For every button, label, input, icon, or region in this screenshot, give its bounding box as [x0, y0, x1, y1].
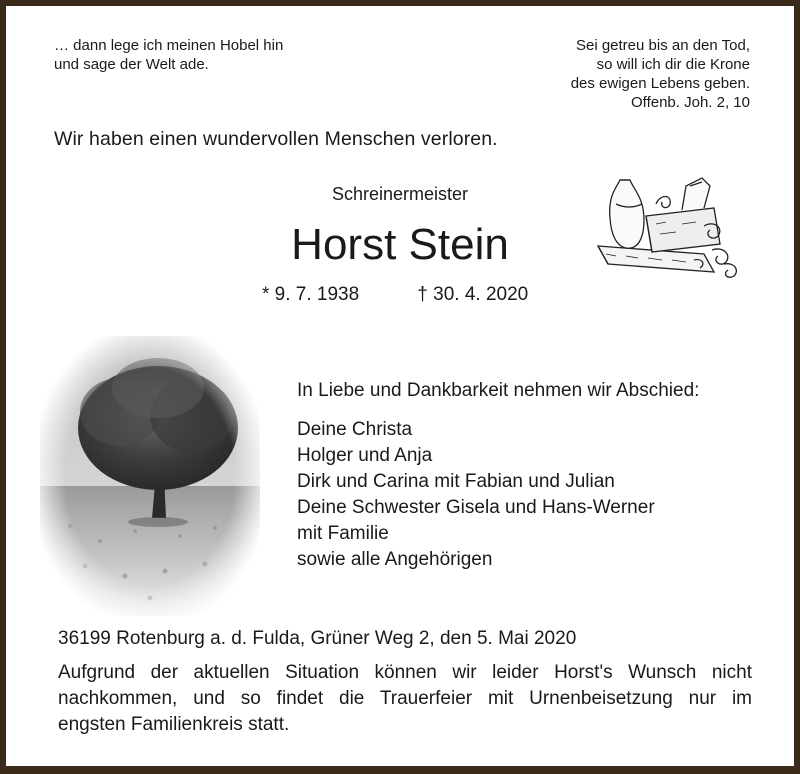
carpenter-plane-icon [586, 164, 746, 284]
deceased-name: Horst Stein [291, 220, 509, 269]
mourner-entry: Dirk und Carina mit Fabian und Julian [297, 471, 615, 492]
mourner-entry: Deine Schwester Gisela und Hans-Werner [297, 497, 655, 518]
funeral-notice-line: engsten Familienkreis statt. [58, 714, 290, 735]
bible-verse-reference: Offenb. Joh. 2, 10 [631, 94, 750, 111]
bible-verse-line: des ewigen Lebens geben. [570, 75, 750, 92]
address-line: 36199 Rotenburg a. d. Fulda, Grüner Weg 2, den 5. Mai 2020 [58, 628, 577, 649]
tree-in-meadow-image [40, 336, 260, 616]
bible-verse-line: Sei getreu bis an den Tod, [575, 37, 750, 54]
mourner-entry: Holger und Anja [297, 445, 433, 466]
death-date: † 30. 4. 2020 [417, 284, 529, 305]
bible-verse [571, 36, 750, 112]
funeral-notice-line: nachkommen, und so findet die Trauerfeier mit Urnenbeisetzung nur im [58, 688, 752, 709]
mourner-entry: Deine Christa [297, 419, 413, 440]
farewell-heading: In Liebe und Dankbarkeit nehmen wir Abschied: [297, 380, 700, 401]
mourner-entry: sowie alle Angehörigen [297, 549, 493, 570]
life-dates [262, 284, 528, 306]
profession: Schreinermeister [331, 184, 469, 204]
quote-left [54, 36, 283, 74]
obituary-card [6, 6, 794, 766]
bible-verse-line: so will ich dir die Krone [596, 56, 750, 73]
mourners-list [297, 417, 655, 573]
funeral-notice [58, 660, 752, 738]
intro-text: Wir haben einen wundervollen Menschen verloren. [54, 128, 498, 150]
quote-left-line: und sage der Welt ade. [54, 56, 209, 73]
birth-date: * 9. 7. 1938 [262, 284, 360, 305]
mourner-entry: mit Familie [297, 523, 389, 544]
funeral-notice-line: Aufgrund der aktuellen Situation können wir leider Horst's Wunsch nicht [58, 662, 752, 683]
quote-left-line: … dann lege ich meinen Hobel hin [54, 37, 284, 54]
